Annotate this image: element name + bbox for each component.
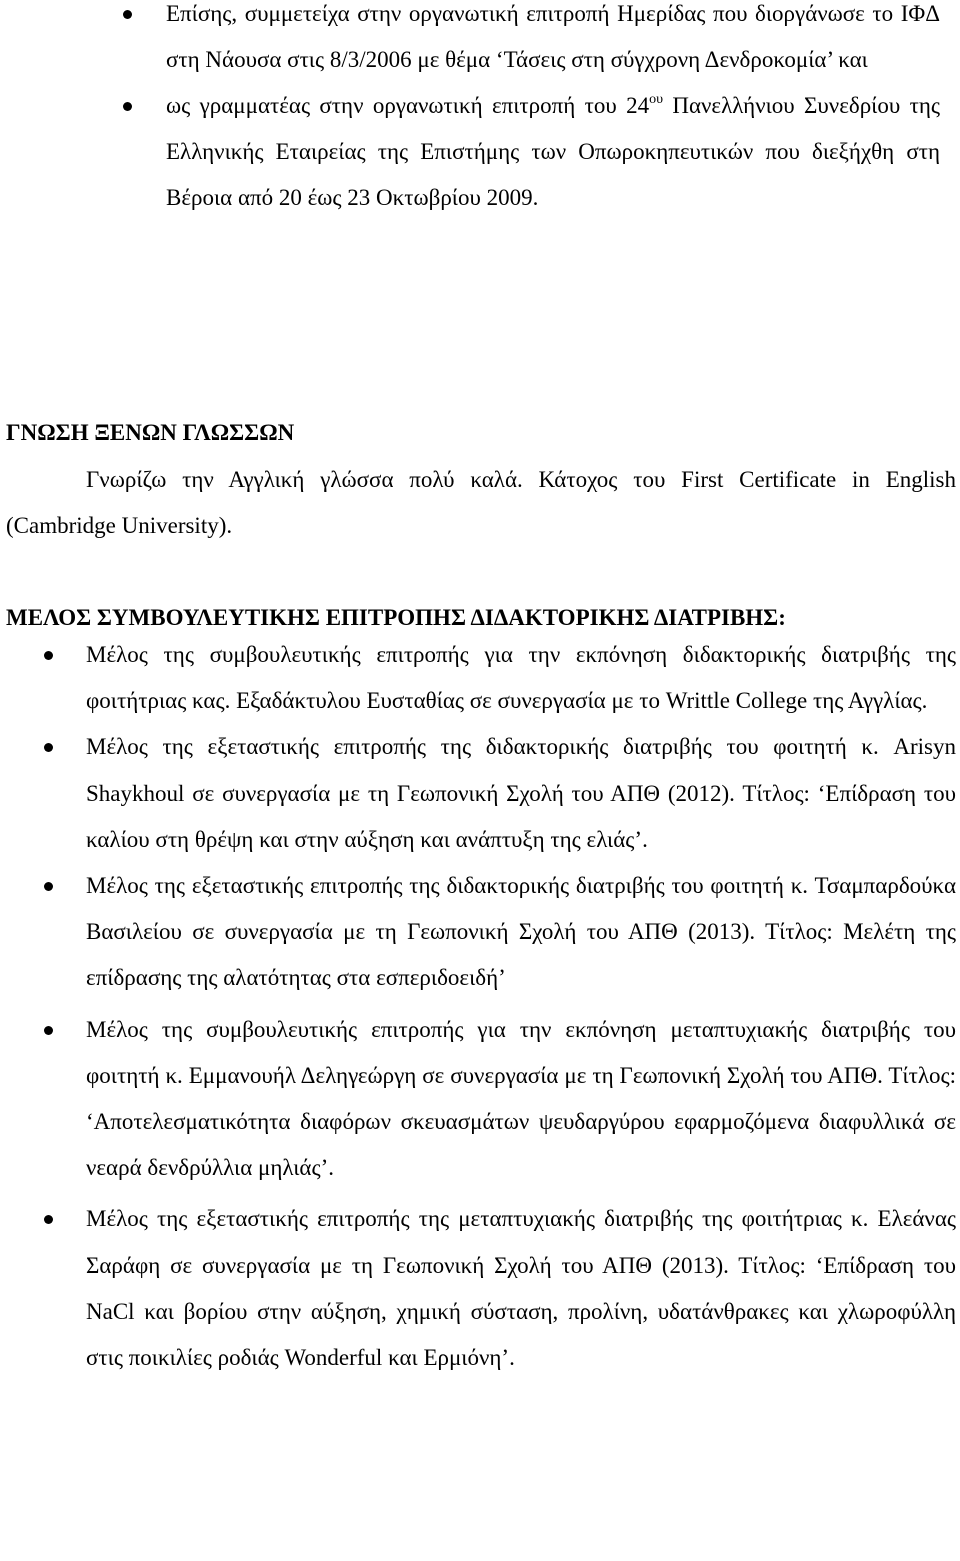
languages-paragraph: Γνωρίζω την Αγγλική γλώσσα πολύ καλά. Κάτοχος του First Certificate in English (Cambridge University). — [6, 467, 956, 538]
bullet-icon — [44, 1026, 53, 1035]
bullet-icon — [44, 651, 53, 660]
list-item-text-part: ως γραμματέας στην οργανωτική επιτροπή του 24 — [166, 93, 650, 118]
list-item — [0, 632, 960, 724]
bullet-icon — [123, 102, 132, 111]
committee-list — [0, 632, 960, 1381]
committee-heading: ΜΕΛΟΣ ΣΥΜΒΟΥΛΕΥΤΙΚΗΣ ΕΠΙΤΡΟΠΗΣ ΔΙΔΑΚΤΟΡΙΚΗΣ ΔΙΑΤΡΙΒΗΣ: — [6, 605, 786, 630]
languages-heading: ΓΝΩΣΗ ΞΕΝΩΝ ΓΛΩΣΣΩΝ — [6, 420, 295, 445]
list-item — [0, 83, 960, 221]
list-item-text: Μέλος της εξεταστικής επιτροπής της μεταπτυχιακής διατριβής της φοιτήτριας κ. Ελεάνας Σαράφη σε συνεργασία με τη Γεωπονική Σχολή του ΑΠΘ (2013). Τίτλος: ‘Επίδραση του NaCl και βορίου στην αύξηση, χημική σύσταση, προλίνη, υδατάνθρακες και χλωροφύλλη στις ποικιλίες ροδιάς Wonderful και Ερμιόνη’. — [86, 1206, 956, 1371]
ordinal-superscript: ου — [649, 92, 664, 107]
list-item-text: Μέλος της εξεταστικής επιτροπής της διδακτορικής διατριβής του φοιτητή κ. Τσαμπαρδούκα Βασιλείου σε συνεργασία με τη Γεωπονική Σχολή του ΑΠΘ (2013). Τίτλος: Μελέτη της επίδρασης της αλατότητας στα εσπεριδοειδή’ — [86, 873, 956, 991]
list-item — [0, 0, 960, 83]
list-item-text: Μέλος της συμβουλευτικής επιτροπής για την εκπόνηση διδακτορικής διατριβής της φοιτήτριας κας. Εξαδάκτυλου Ευσταθίας σε συνεργασία με το Writtle College της Αγγλίας. — [86, 642, 956, 714]
list-item-text-part: Πανελλήνιου Συνεδρίου της Ελληνικής Εταιρείας της Επιστήμης των Οπωροκηπευτικών που διεξήχθη στη Βέροια από 20 έως 23 Οκτωβρίου 2009. — [166, 93, 940, 210]
list-item-text — [166, 93, 940, 210]
bullet-icon — [44, 882, 53, 891]
list-item — [0, 724, 960, 863]
activities-list — [0, 0, 960, 221]
bullet-icon — [44, 743, 53, 752]
list-item-text: Μέλος της συμβουλευτικής επιτροπής για την εκπόνηση μεταπτυχιακής διατριβής του φοιτητή κ. Εμμανουήλ Δεληγεώργη σε συνεργασία με τη Γεωπονική Σχολή του ΑΠΘ. Τίτλος: ‘Αποτελεσματικότητα διαφόρων σκευασμάτων ψευδαργύρου εφαρμοζόμενα διαφυλλικά σε νεαρά δενδρύλλια μηλιάς’. — [86, 1016, 956, 1181]
bullet-icon — [123, 10, 132, 19]
bullet-icon — [44, 1215, 53, 1224]
list-item-text: Επίσης, συμμετείχα στην οργανωτική επιτροπή Ημερίδας που διοργάνωσε το ΙΦΔ στη Νάουσα στις 8/3/2006 με θέμα ‘Τάσεις στη σύγχρονη Δενδροκομία’ και — [166, 1, 940, 72]
list-item — [0, 863, 960, 1002]
list-item-text: Μέλος της εξεταστικής επιτροπής της διδακτορικής διατριβής του φοιτητή κ. Arisyn Shaykhoul σε συνεργασία με τη Γεωπονική Σχολή του ΑΠΘ (2012). Τίτλος: ‘Επίδραση του καλίου στη θρέψη και στην αύξηση και ανάπτυξη της ελιάς’. — [86, 734, 956, 852]
list-item — [0, 1196, 960, 1381]
list-item — [0, 1007, 960, 1192]
